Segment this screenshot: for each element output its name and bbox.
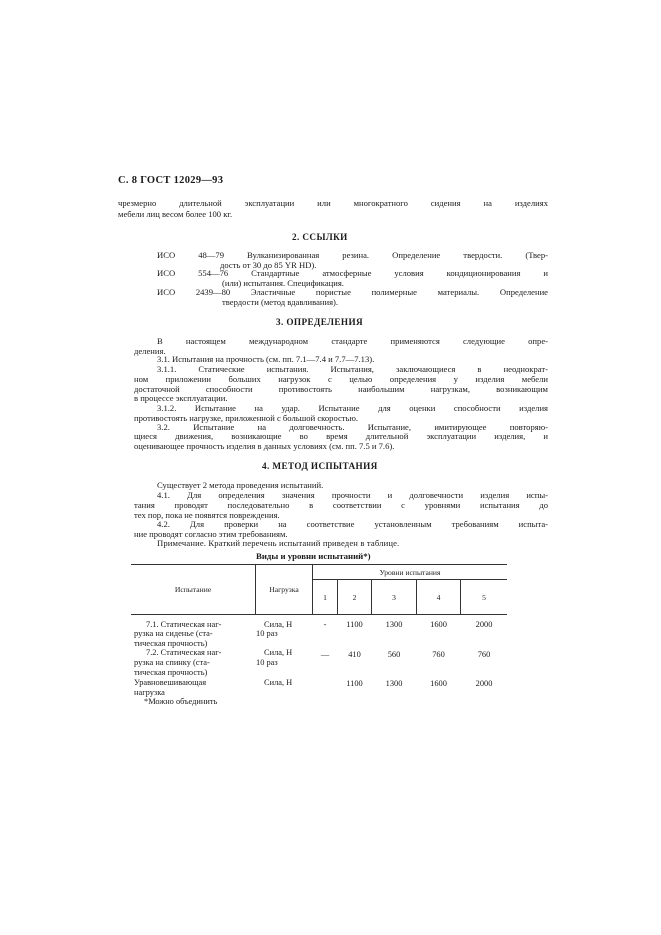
table-row-1-level-4: 1600 <box>430 620 447 629</box>
def-line-1: В настоящем международном стандарте применяются следующие опре- <box>157 336 548 346</box>
def-line-9: противостоять нагрузке, приложенной с большой скоростью. <box>134 413 359 423</box>
table-header-level-3: 3 <box>392 593 396 602</box>
table-header-level-5: 5 <box>482 593 486 602</box>
table-row-2-level-5: 760 <box>477 650 491 659</box>
page-header: С. 8 ГОСТ 12029—93 <box>118 175 224 186</box>
table-header-levels: Уровни испытания <box>379 568 441 577</box>
def-line-2: деления. <box>134 346 166 356</box>
intro-line-1: чрезмерно длительной эксплуатации или многократного сидения на изделиях <box>118 198 548 208</box>
ref-line-3: ИСО 554—76 Стандартные атмосферные условия кондиционирования и <box>157 268 548 278</box>
table-row-3-load-line-1: Сила, Н <box>264 678 293 687</box>
table-row-1-level-5: 2000 <box>475 620 493 629</box>
method-line-5: 4.2. Для проверки на соответствие установленным требованиям испыта- <box>157 519 548 529</box>
table-top-border <box>131 564 507 565</box>
method-line-6: ние проводят согласно этим требованиям. <box>134 529 288 539</box>
table-row-3-level-5: 2000 <box>475 679 493 688</box>
table-header-level-1: 1 <box>323 593 327 602</box>
ref-line-1: ИСО 48—79 Вулканизированная резина. Определение твердости. (Твер- <box>157 250 548 260</box>
ref-line-6: твердости (метод вдавливания). <box>222 297 339 307</box>
table-row-2-test-line-2: рузка на спинку (ста- <box>134 658 210 667</box>
ref-line-5: ИСО 2439—80 Эластичные пористые полимерные материалы. Определение <box>157 287 548 297</box>
table-row-3-level-4: 1600 <box>430 679 447 688</box>
table-row-1-level-1: - <box>323 620 327 629</box>
method-line-2: 4.1. Для определения значения прочности и долговечности изделия испы- <box>157 490 548 500</box>
section-title-refs: 2. ССЫЛКИ <box>292 232 348 242</box>
ref-line-4: (или) испытания. Спецификация. <box>222 278 344 288</box>
table-header-level-4: 4 <box>436 593 441 602</box>
ref-line-2: дость от 30 до 85 YR HD). <box>220 260 317 270</box>
table-footnote: *Можно объединить <box>144 697 218 706</box>
table-row-1-test-line-3: тическая прочность) <box>134 639 208 648</box>
table-row-2-test-line-1: 7.2. Статическая наг- <box>146 648 222 657</box>
table-levels-divider <box>313 579 507 580</box>
table-row-1-level-3: 1300 <box>385 620 403 629</box>
table-row-1-level-2: 1100 <box>346 620 363 629</box>
section-title-method: 4. МЕТОД ИСПЫТАНИЯ <box>262 461 378 471</box>
table-header-level-2: 2 <box>352 593 357 602</box>
def-line-3: 3.1. Испытания на прочность (см. пп. 7.1—7.4 и 7.7—7.13). <box>157 354 375 364</box>
intro-line-2: мебели лиц весом более 100 кг. <box>118 209 233 219</box>
def-line-12: оценивающее прочность изделия в данных условиях (см. пп. 7.5 и 7.6). <box>134 441 395 451</box>
def-line-11: щиеся движения, возникающие во время длительной эксплуатации изделия, и <box>134 431 548 441</box>
table-row-2-level-4: 760 <box>432 650 445 659</box>
def-line-10: 3.2. Испытание на долговечность. Испытание, имитирующее повторяю- <box>157 422 548 432</box>
method-line-1: Существует 2 метода проведения испытаний. <box>157 480 324 490</box>
def-line-6: достаточной способности противостоять наибольшим нагрузкам, возникающим <box>134 384 548 394</box>
table-row-1-load-line-1: Сила, Н <box>264 620 293 629</box>
table-header-test: Испытание <box>174 585 212 594</box>
table-row-2-test-line-3: тическая прочность) <box>134 668 208 677</box>
table-row-1-test-line-2: рузка на сиденье (ста- <box>134 629 213 638</box>
table-row-1-test-line-1: 7.1. Статическая наг- <box>146 620 222 629</box>
table-row-1-load-line-2: 10 раз <box>256 629 278 638</box>
table-caption: Виды и уровни испытаний*) <box>256 551 371 561</box>
table-row-2-load-line-2: 10 раз <box>256 658 278 667</box>
table-header-load: Нагрузка <box>269 585 299 594</box>
table-row-2-level-2: 410 <box>348 650 361 659</box>
table-row-3-test-line-1: Уравновешивающая <box>134 678 207 687</box>
def-line-5: ном приложении больших нагрузок с целью определения у изделия мебели <box>134 374 548 384</box>
method-note: Примечание. Краткий перечень испытаний приведен в таблице. <box>157 538 400 548</box>
section-title-definitions: 3. ОПРЕДЕЛЕНИЯ <box>276 317 364 327</box>
table-row-3-level-3: 1300 <box>385 679 403 688</box>
def-line-8: 3.1.2. Испытание на удар. Испытание для оценки способности изделия <box>157 403 548 413</box>
method-line-4: тех пор, пока не появятся повреждения. <box>134 510 280 520</box>
table-row-2-level-3: 560 <box>387 650 401 659</box>
method-line-3: тания проводят последовательно в соответствии с уровнями испытания до <box>134 500 548 510</box>
def-line-4: 3.1.1. Статические испытания. Испытания, заключающиеся в неоднократ- <box>157 364 548 374</box>
table-row-2-level-1: — <box>320 650 330 659</box>
table-row-3-level-2: 1100 <box>346 679 363 688</box>
table-header-bottom-border <box>131 614 507 615</box>
def-line-7: в процессе эксплуатации. <box>134 393 228 403</box>
table-row-3-test-line-2: нагрузка <box>134 688 165 697</box>
table-row-2-load-line-1: Сила, Н <box>264 648 293 657</box>
